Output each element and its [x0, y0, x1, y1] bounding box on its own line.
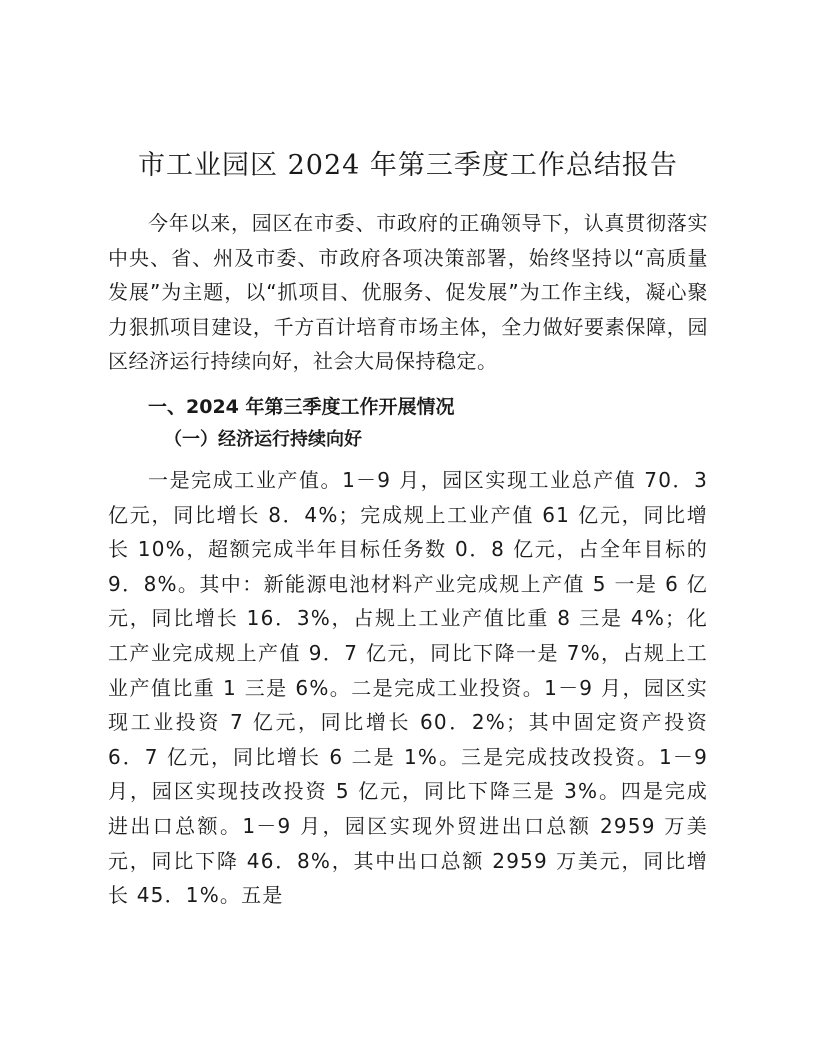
document-title: 市工业园区 2024 年第三季度工作总结报告 [138, 150, 678, 181]
intro-paragraph: 今年以来，园区在市委、市政府的正确领导下，认真贯彻落实中央、省、州及市委、市政府各项决策部署，始终坚持以“高质量发展”为主题，以“抓项目、优服务、促发展”为工作主线，凝心聚力狠抓项目建设，千方百计培育市场主体，全力做好要素保障，园区经济运行持续向好，社会大局保持稳定。 [108, 211, 708, 374]
section-heading: 一、2024 年第三季度工作开展情况 [148, 396, 455, 418]
subsection-heading: （一）经济运行持续向好 [164, 429, 362, 450]
economic-paragraph: 一是完成工业产值。1－9 月，园区实现工业总产值 70．3 亿元，同比增长 8．4%；完成规上工业产值 61 亿元，同比增长 10%，超额完成半年目标任务数 0．8 亿元，占全年目标的 9．8%。其中：新能源电池材料产业完成规上产值 5 一是 6 亿元，同比增长 16．3%，占规上工业产值比重 8 三是 4%；化工产业完成规上产值 9．7 亿元，同比下降一是 7%，占规上工业产值比重 1 三是 6%。二是完成工业投资。1－9 月，园区实现工业投资 7 亿元，同比增长 60．2%；其中固定资产投资 6．7 亿元，同比增长 6 二是 1%。三是完成技改投资。1－9 月，园区实现技改投资 5 亿元，同比下降三是 3%。四是完成进出口总额。1－9 月，园区实现外贸进出口总额 2959 万美元，同比下降 46．8%，其中出口总额 2959 万美元，同比增长 45．1%。五是 [108, 468, 708, 908]
